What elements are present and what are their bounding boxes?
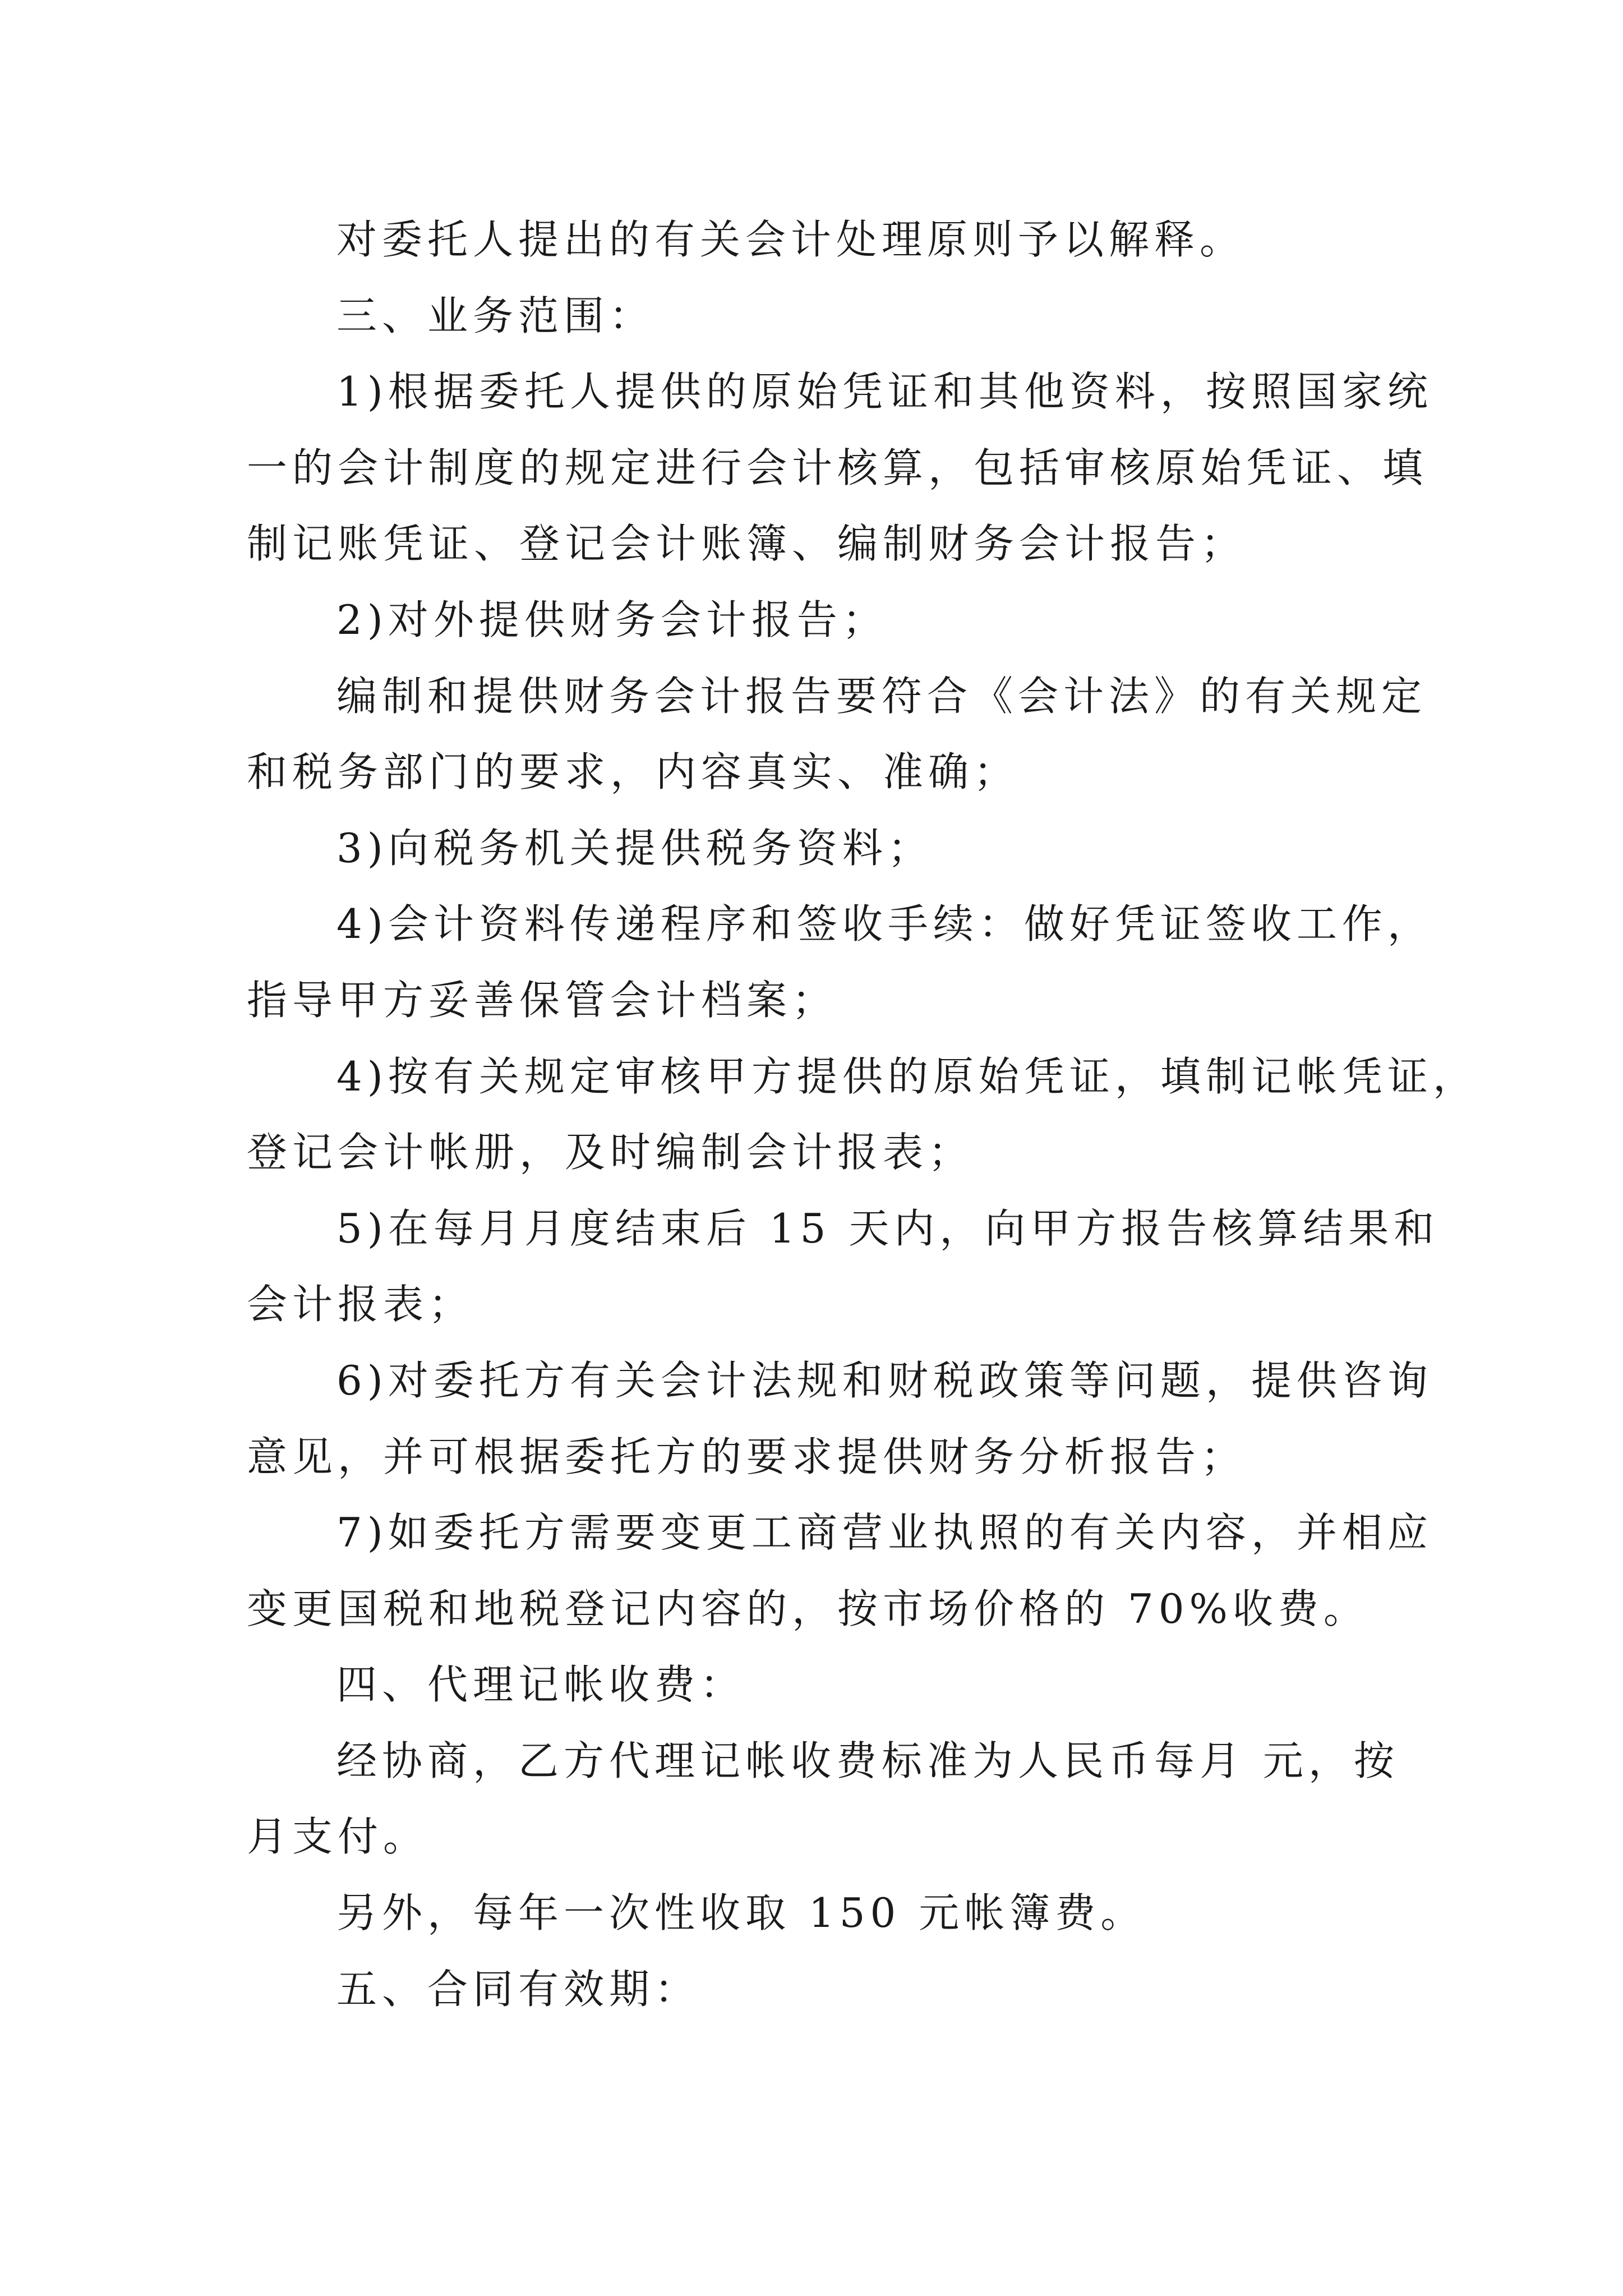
text-line: 4)会计资料传递程序和签收手续：做好凭证签收工作， — [336, 900, 1433, 948]
text-line: 一的会计制度的规定进行会计核算，包括审核原始凭证、填 — [247, 444, 1428, 491]
text-line: 经协商，乙方代理记帐收费标准为人民币每月 元，按 — [336, 1737, 1399, 1784]
text-line: 另外，每年一次性收取 150 元帐簿费。 — [336, 1889, 1146, 1937]
text-line: 对委托人提出的有关会计处理原则予以解释。 — [336, 216, 1246, 263]
section-heading: 五、合同有效期： — [336, 1965, 700, 2013]
text-line: 会计报表； — [247, 1281, 474, 1328]
text-line: 登记会计帐册，及时编制会计报表； — [247, 1129, 974, 1176]
section-heading: 三、业务范围： — [336, 292, 655, 339]
contract-body — [247, 202, 1478, 2027]
text-line: 和税务部门的要求，内容真实、准确； — [247, 748, 1020, 796]
text-line: 4)按有关规定审核甲方提供的原始凭证，填制记帐凭证， — [336, 1052, 1478, 1100]
text-line: 月支付。 — [247, 1813, 429, 1861]
section-heading: 四、代理记帐收费： — [336, 1661, 746, 1709]
text-line: 编制和提供财务会计报告要符合《会计法》的有关规定 — [336, 672, 1427, 720]
text-line: 指导甲方妥善保管会计档案； — [247, 976, 838, 1024]
text-line: 3)向税务机关提供税务资料； — [336, 824, 933, 872]
text-line: 7)如委托方需要变更工商营业执照的有关内容，并相应 — [336, 1509, 1433, 1557]
text-line: 变更国税和地税登记内容的，按市场价格的 70%收费。 — [247, 1585, 1369, 1632]
text-line: 1)根据委托人提供的原始凭证和其他资料，按照国家统 — [336, 368, 1433, 416]
text-line: 制记账凭证、登记会计账簿、编制财务会计报告； — [247, 520, 1247, 568]
text-line: 6)对委托方有关会计法规和财税政策等问题，提供咨询 — [336, 1356, 1433, 1404]
text-line: 2)对外提供财务会计报告； — [336, 596, 888, 643]
text-line: 意见，并可根据委托方的要求提供财务分析报告； — [247, 1433, 1247, 1480]
text-line: 5)在每月月度结束后 15 天内，向甲方报告核算结果和 — [336, 1204, 1440, 1252]
